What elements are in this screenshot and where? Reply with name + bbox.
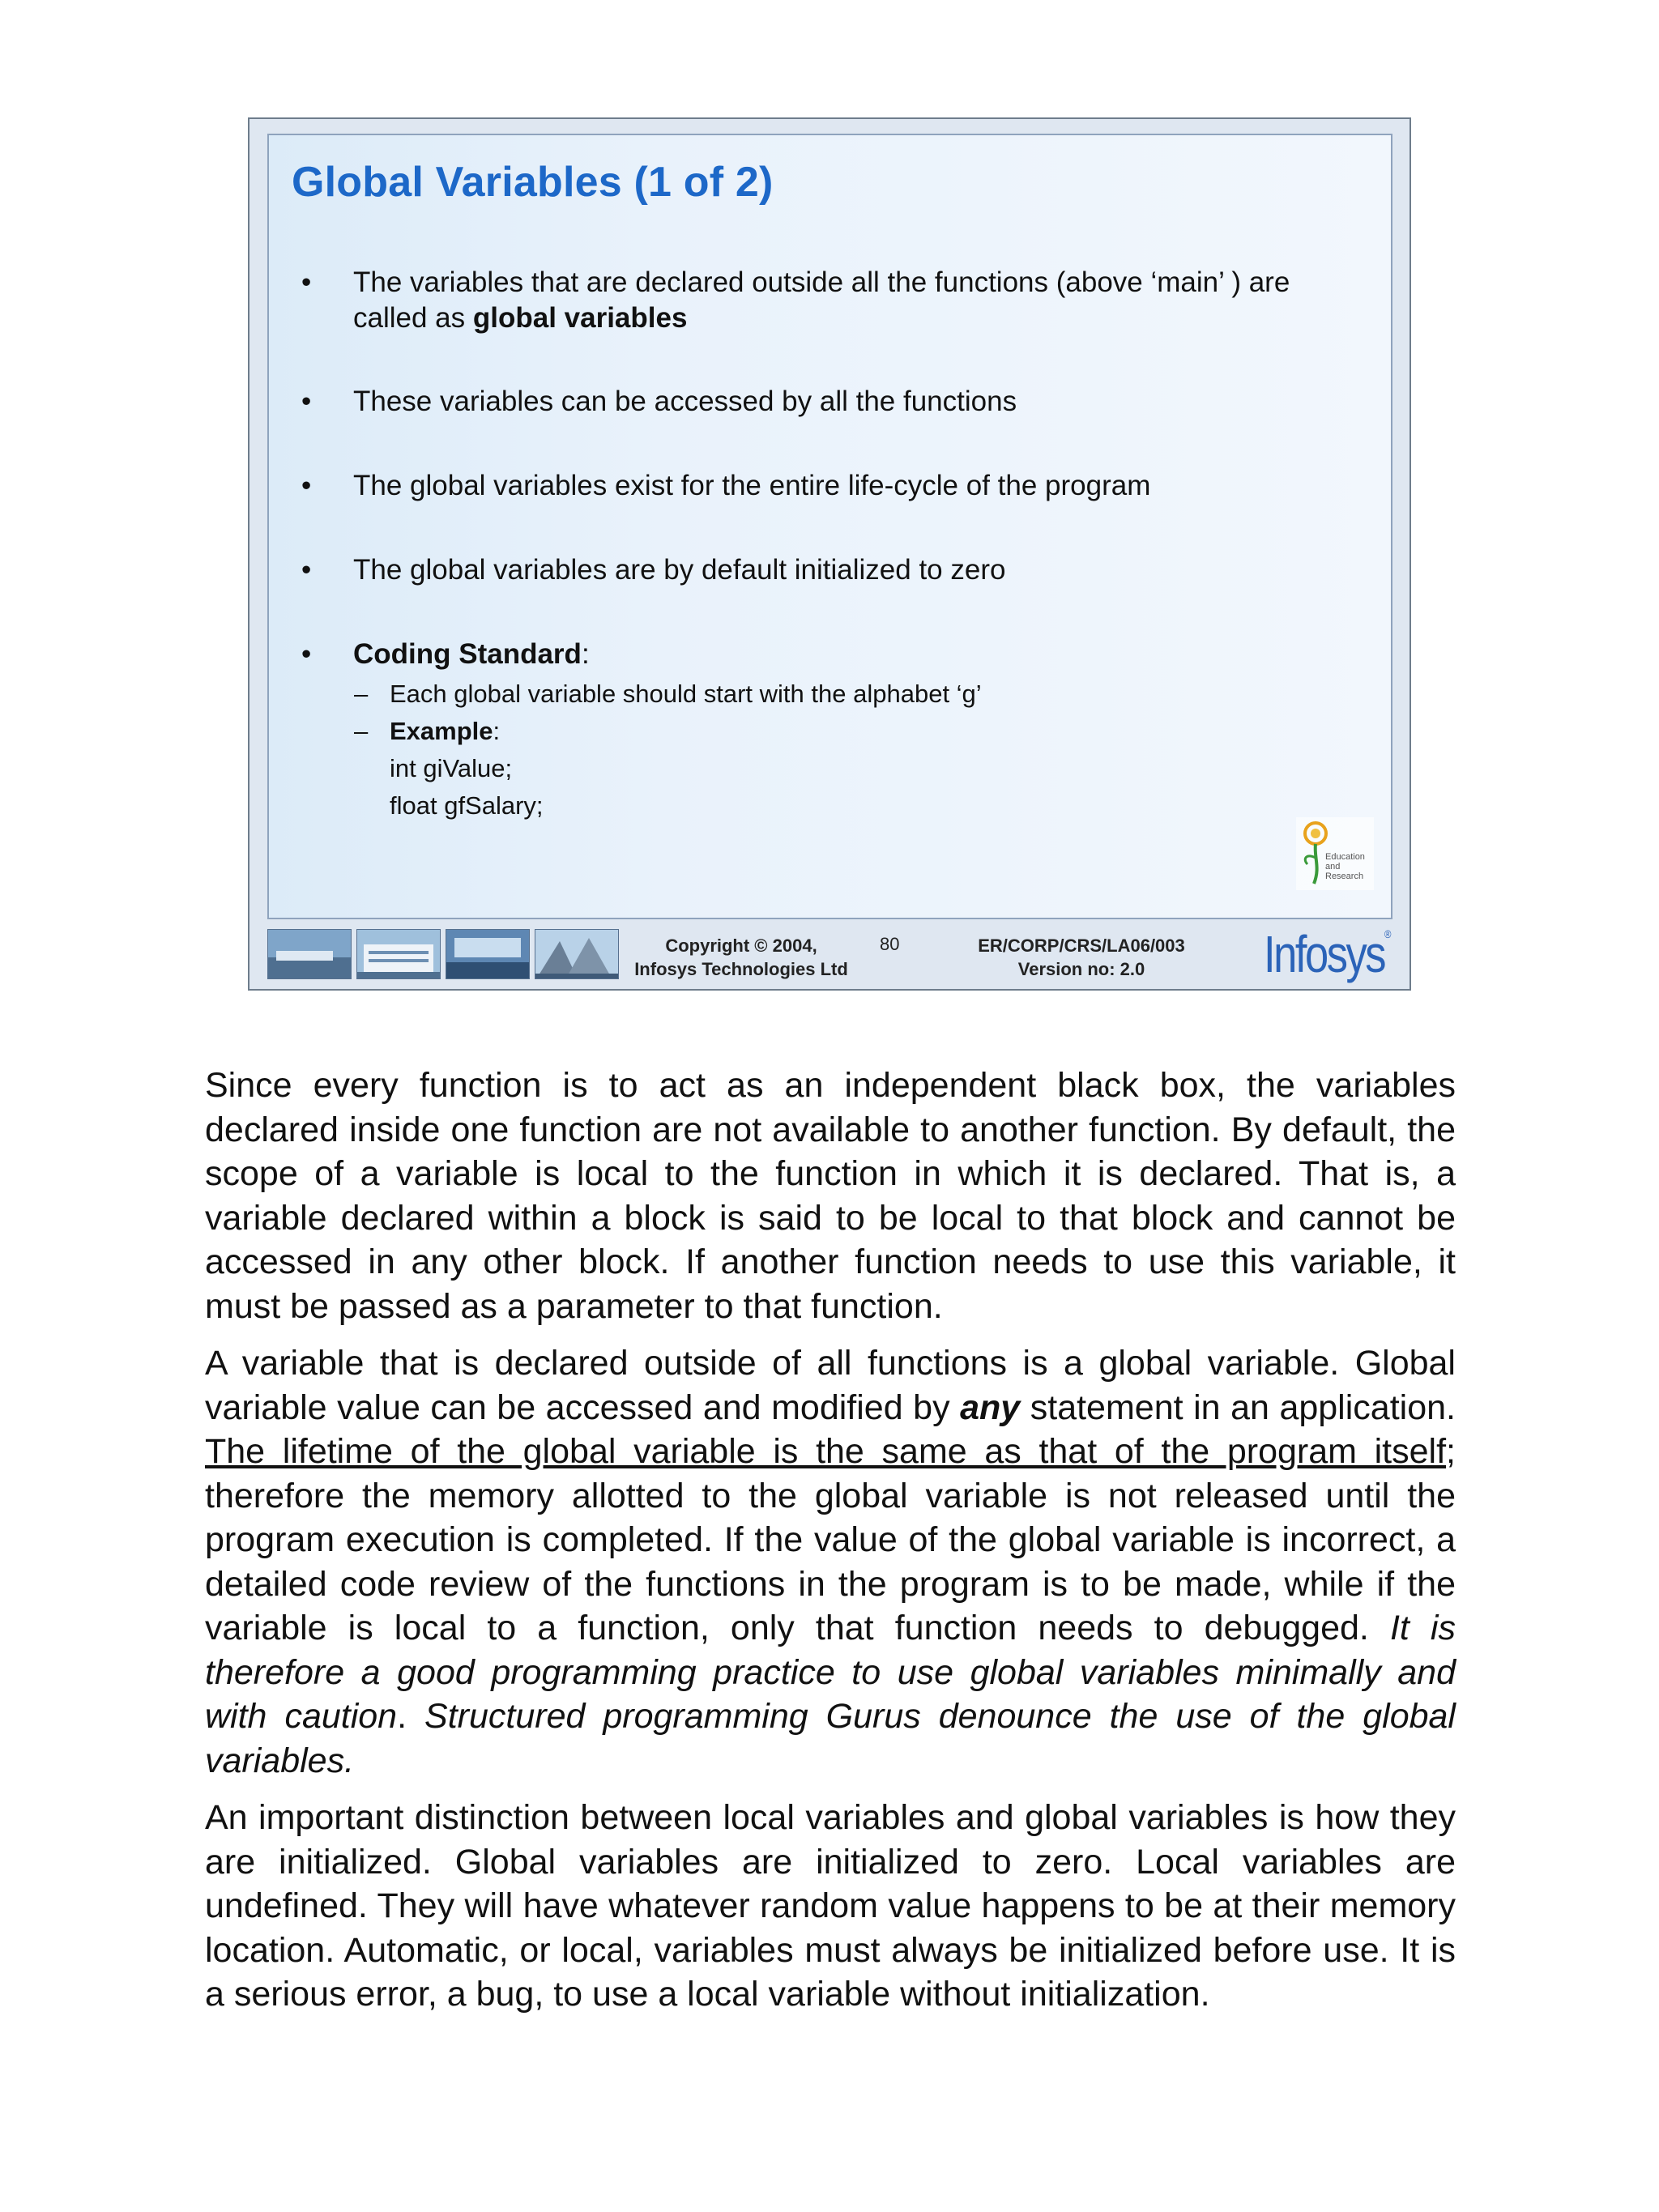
sub-item-text: Each global variable should start with the alphabet ‘g’ (390, 680, 982, 708)
campus-photo (446, 929, 530, 979)
body-paragraph: Since every function is to act as an independent black box, the variables declared inside one function are not available to another function. By default, the scope of a variable is local to the function in which it is declared. That is, a variable declared within a block is said to be local to that block and cannot be accessed in any other block. If another function needs to use this variable, it must be passed as a parameter to that function. (205, 1066, 1456, 1326)
italic-text: Structured programming Gurus denounce the use of the global variables. (205, 1697, 1456, 1780)
bullet-text: The global variables are by default initialized to zero (353, 554, 1006, 586)
bullet-icon: • (301, 554, 312, 586)
body-paragraph: A variable that is declared outside of all functions is a global variable. Global variable value can be accessed and modified by any statement in an application. The lifetime of the global variable is the same as that of the program itself; therefore the memory allotted to the global variable is not released until the program execution is completed. If the value of the global variable is incorrect, a detailed code review of the functions in the program is to be made, while if the variable is local to a function, only that function needs to debugged. It is therefore a good programming practice to use global variables minimally and with caution. Structured programming Gurus denounce the use of the global variables. (205, 1344, 1456, 1780)
dash-icon: – (354, 680, 369, 708)
campus-photo (535, 929, 619, 979)
code-line: float gfSalary; (390, 791, 544, 820)
emphasis-any: any (960, 1387, 1021, 1427)
er-logo-text: Education (1325, 852, 1365, 862)
bullet-text: The variables that are declared outside all the functions (above ‘main’ ) are (353, 266, 1290, 298)
er-logo-text: and (1325, 862, 1341, 872)
bullet-text: These variables can be accessed by all the functions (353, 386, 1017, 417)
bullet-bold-text: Coding Standard (353, 638, 582, 670)
copyright: Copyright © 2004, Infosys Technologies Ltd (634, 936, 848, 979)
slide-title: Global Variables (1 of 2) (292, 159, 774, 206)
bullet-text: called as (353, 302, 473, 334)
dash-icon: – (354, 717, 369, 745)
document-id: ER/CORP/CRS/LA06/003 Version no: 2.0 (978, 936, 1185, 979)
slide (248, 117, 1411, 991)
bullet-icon: • (301, 470, 312, 501)
bullet-bold-text: global variables (472, 302, 688, 334)
italic-text: It is therefore a good programming practice to use global variables minimally and with caution (205, 1609, 1456, 1736)
er-logo-text: Research (1325, 872, 1364, 881)
bullet-icon: • (301, 386, 312, 417)
underlined-text: The lifetime of the global variable is the same as that of the program itself (205, 1432, 1447, 1471)
slide-content: Global Variables (1 of 2) • The variables that are declared outside all the functions (above ‘main’ ) are called as global variables • These variables can be accessed by all the functions • The global variables exist for the entire life-cycle of the program • The global variables are by default initialized to zero • Coding Standard: – Each global variable should start with the alphabet ‘g’ – Example: int giValue; float gfSalary; Education and Research (267, 134, 1392, 919)
bullet-text: The global variables exist for the entire life-cycle of the program (353, 470, 1151, 501)
infosys-logo: Infosys® (1264, 925, 1392, 983)
campus-photo (356, 929, 441, 979)
code-line: int giValue; (390, 754, 513, 782)
bullet-icon: • (301, 266, 312, 298)
bullet-icon: • (301, 638, 312, 670)
education-research-logo (1296, 817, 1374, 890)
body-paragraph: An important distinction between local variables and global variables is how they are initialized. Global variables are initialized to zero. Local variables are undefined. They will have whatever random value happens to be at their memory location. Automatic, or local, variables must always be initialized before use. It is a serious error, a bug, to use a local variable without initialization. (205, 1798, 1456, 2014)
slide-footer (267, 923, 1392, 983)
campus-photo (267, 929, 352, 979)
sub-item-bold-text: Example (390, 717, 493, 745)
page-number: 80 (880, 934, 900, 954)
